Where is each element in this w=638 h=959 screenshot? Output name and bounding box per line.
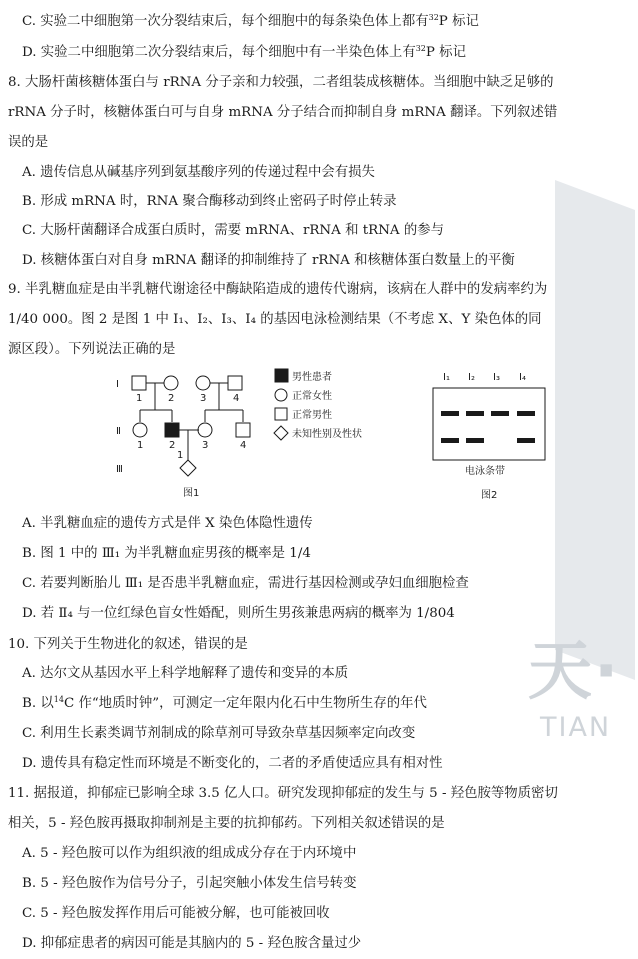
- legend-normal-male: 正常男性: [292, 410, 332, 421]
- num-II4: 4: [240, 440, 247, 451]
- band-I2-lower: [466, 438, 484, 443]
- num-III1: 1: [177, 450, 184, 461]
- num-I3: 3: [200, 393, 207, 404]
- q10-option-d: D. 遗传具有稳定性而环境是不断变化的，二者的矛盾使适应具有相对性: [22, 756, 443, 771]
- q8-option-b: B. 形成 mRNA 时，RNA 聚合酶移动到终止密码子时停止转录: [22, 194, 397, 209]
- q9-stem-2: 1/40 000。图 2 是图 1 中 Ⅰ₁、Ⅰ₂、Ⅰ₃、Ⅰ₄ 的基因电泳检测结果（不考虑 X、Y 染色体的同: [8, 312, 542, 327]
- legend-normal-female: 正常女性: [292, 391, 332, 402]
- q8-stem-2: rRNA 分子时，核糖体蛋白可与自身 mRNA 分子结合而抑制自身 mRNA 翻译。下列叙述错: [8, 105, 558, 120]
- watermark-text: TIAN: [540, 712, 612, 743]
- q9-stem-1: 9. 半乳糖血症是由半乳糖代谢途径中酶缺陷造成的遗传代谢病，该病在人群中的发病率约为: [8, 282, 548, 297]
- q7-option-d: D. 实验二中细胞第二次分裂结束后，每个细胞中有一半染色体上有$^{32}$P 标记: [22, 44, 466, 60]
- band-I1-lower: [441, 438, 459, 443]
- q9-figures: [115, 360, 555, 510]
- q10-option-a: A. 达尔文从基因水平上科学地解释了遗传和变异的本质: [22, 666, 349, 681]
- band-I4-upper: [517, 411, 535, 416]
- q10-option-c: C. 利用生长素类调节剂制成的除草剂可导致杂草基因频率定向改变: [22, 726, 416, 741]
- num-II1: 1: [137, 440, 144, 451]
- q8-option-d: D. 核糖体蛋白对自身 mRNA 翻译的抑制维持了 rRNA 和核糖体蛋白数量上的平衡: [22, 253, 515, 268]
- band-I1-upper: [441, 411, 459, 416]
- legend-unknown: 未知性别及性状: [292, 429, 362, 440]
- q9-stem-3: 源区段）。下列说法正确的是: [8, 342, 176, 357]
- q9-option-a: A. 半乳糖血症的遗传方式是伴 X 染色体隐性遗传: [22, 516, 313, 531]
- fig2-caption: 图2: [481, 490, 498, 501]
- gen-label-1: Ⅰ: [116, 379, 119, 390]
- q10-stem: 10. 下列关于生物进化的叙述，错误的是: [8, 637, 248, 652]
- q11-option-b: B. 5 - 羟色胺作为信号分子，引起突触小体发生信号转变: [22, 876, 357, 891]
- band-I3-upper: [491, 411, 509, 416]
- num-II3: 3: [202, 440, 209, 451]
- q8-option-a: A. 遗传信息从碱基序列到氨基酸序列的传递过程中会有损失: [22, 165, 375, 180]
- q9-option-c: C. 若要判断胎儿 Ⅲ₁ 是否患半乳糖血症，需进行基因检测或孕妇血细胞检查: [22, 576, 469, 591]
- q8-stem-3: 误的是: [8, 135, 49, 150]
- q9-option-d: D. 若 Ⅱ₄ 与一位红绿色盲女性婚配，则所生男孩兼患两病的概率为 1/804: [22, 606, 455, 621]
- q11-option-a: A. 5 - 羟色胺可以作为组织液的组成成分存在于内环境中: [22, 846, 357, 861]
- legend-male-patient: 男性患者: [292, 372, 332, 383]
- q10-option-b: B. 以$^{14}$C 作“地质时钟”，可测定一定年限内化石中生物所生存的年代: [22, 695, 427, 711]
- lane-label-1: Ⅰ₁: [443, 372, 450, 383]
- q9-option-b: B. 图 1 中的 Ⅲ₁ 为半乳糖血症男孩的概率是 1/4: [22, 546, 311, 561]
- q8-stem-1: 8. 大肠杆菌核糖体蛋白与 rRNA 分子亲和力较强，二者组装成核糖体。当细胞中缺乏足够的: [8, 75, 554, 90]
- watermark-logo: 天·: [528, 635, 621, 709]
- lane-label-2: Ⅰ₂: [468, 372, 475, 383]
- num-II2: 2: [169, 440, 176, 451]
- watermark-slash: [545, 180, 635, 680]
- gel-label: 电泳条带: [465, 466, 505, 477]
- band-I2-upper: [466, 411, 484, 416]
- q11-stem-2: 相关，5 - 羟色胺再摄取抑制剂是主要的抗抑郁药。下列相关叙述错误的是: [8, 816, 445, 831]
- gen-label-3: Ⅲ: [116, 464, 123, 475]
- fig1-caption: 图1: [183, 488, 200, 499]
- num-I2: 2: [168, 393, 175, 404]
- gen-label-2: Ⅱ: [116, 426, 121, 437]
- lane-label-4: Ⅰ₄: [519, 372, 526, 383]
- band-I4-lower: [517, 438, 535, 443]
- q11-option-d: D. 抑郁症患者的病因可能是其脑内的 5 - 羟色胺含量过少: [22, 936, 362, 951]
- q7-option-c: C. 实验二中细胞第一次分裂结束后，每个细胞中的每条染色体上都有$^{32}$P 标记: [22, 13, 479, 29]
- q11-stem-1: 11. 据报道，抑郁症已影响全球 3.5 亿人口。研究发现抑郁症的发生与 5 - 羟色胺等物质密切: [8, 786, 558, 801]
- lane-label-3: Ⅰ₃: [493, 372, 500, 383]
- q11-option-c: C. 5 - 羟色胺发挥作用后可能被分解，也可能被回收: [22, 906, 330, 921]
- num-I1: 1: [136, 393, 143, 404]
- num-I4: 4: [233, 393, 240, 404]
- q8-option-c: C. 大肠杆菌翻译合成蛋白质时，需要 mRNA、rRNA 和 tRNA 的参与: [22, 223, 445, 238]
